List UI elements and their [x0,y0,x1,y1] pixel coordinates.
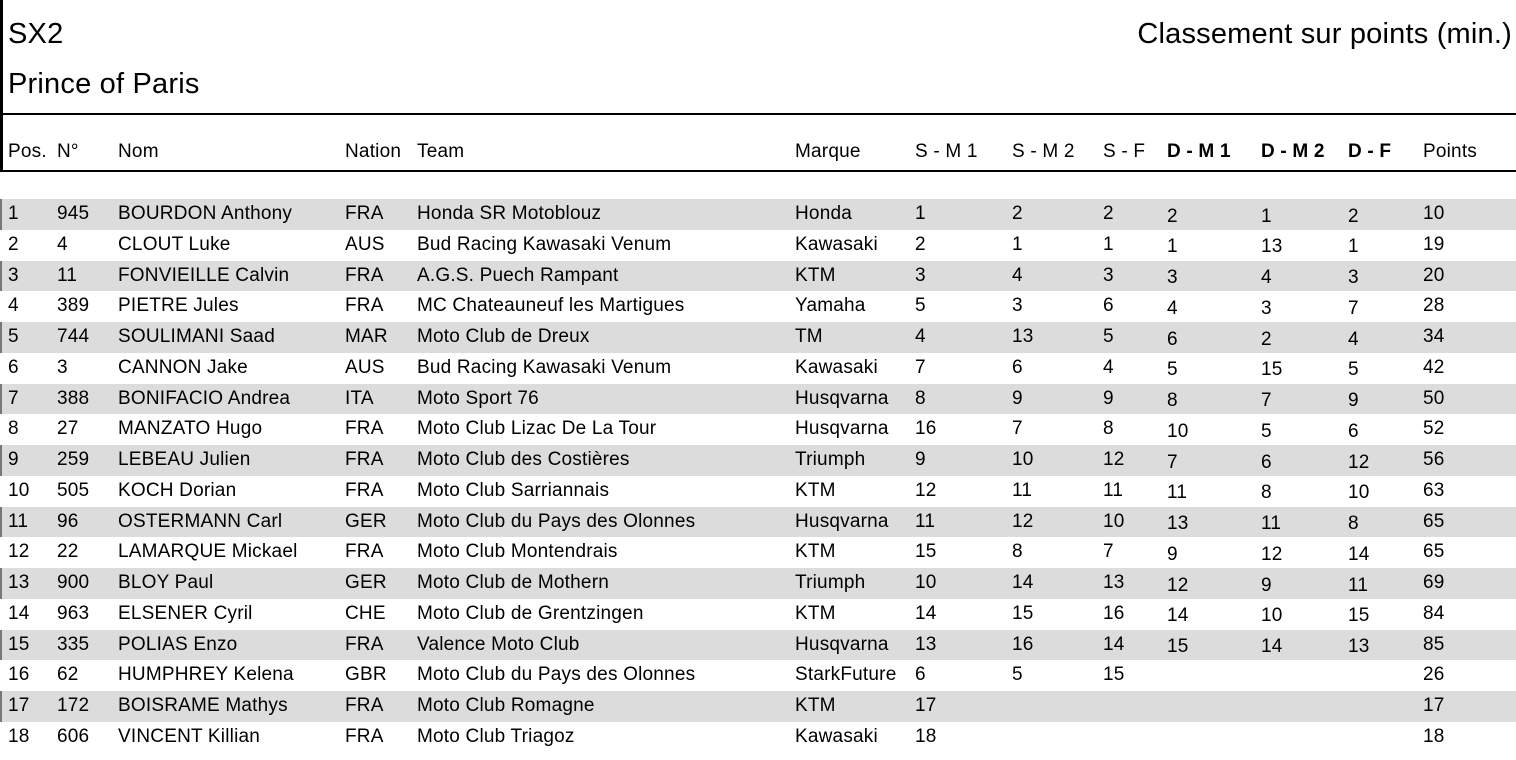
cell-name: BOISRAME Mathys [118,695,288,717]
cell-s_m1: 15 [915,541,937,563]
cell-marque: TM [795,326,823,348]
cell-d_m1: 13 [1167,513,1189,535]
cell-num: 11 [57,264,78,286]
cell-points: 26 [1423,664,1445,686]
cell-marque: KTM [795,264,836,286]
cell-num: 4 [57,233,68,255]
table-row [0,599,1516,630]
cell-s_m1: 13 [915,633,937,655]
table-row [0,353,1516,384]
cell-d_m1: 5 [1167,359,1178,381]
table-row [0,261,1516,292]
column-header-d_m1: D - M 1 [1167,141,1231,162]
cell-points: 18 [1423,726,1445,748]
cell-d_m2: 4 [1261,267,1272,289]
table-body [0,199,1516,753]
cell-d_m2: 13 [1261,236,1283,258]
cell-s_f: 9 [1103,387,1114,409]
cell-s_m2: 6 [1012,356,1023,378]
cell-marque: Kawasaki [795,726,878,748]
cell-s_m1: 1 [915,203,926,224]
column-header-d_m2: D - M 2 [1261,141,1325,162]
cell-d_m2: 2 [1261,328,1272,350]
cell-d_m1 [1167,725,1261,756]
cell-pos: 18 [8,726,30,748]
cell-pos: 12 [8,541,30,563]
ranking-title: Classement sur points (min.) [1137,18,1512,50]
cell-s_m2: 3 [1012,295,1023,317]
cell-s_f: 16 [1103,602,1125,624]
cell-points: 65 [1423,510,1445,532]
cell-d_m2 [1261,663,1348,694]
cell-d_m2: 7 [1261,390,1272,412]
column-header-team: Team [417,141,465,162]
cell-d_f: 12 [1348,451,1370,473]
cell-num: 963 [57,602,90,624]
cell-d_m1: 2 [1167,205,1178,227]
cell-team: Moto Club de Grentzingen [417,602,644,624]
cell-num: 62 [57,664,79,686]
cell-nation: FRA [345,695,384,717]
cell-d_f: 2 [1348,205,1359,227]
cell-nation: GER [345,510,387,532]
cell-nation: ITA [345,387,374,409]
cell-d_m2: 8 [1261,482,1272,504]
cell-pos: 11 [8,510,29,532]
cell-num: 505 [57,479,90,501]
cell-name: BOURDON Anthony [118,203,293,224]
cell-num: 388 [57,387,90,409]
cell-team: Moto Club Sarriannais [417,479,610,501]
column-header-name: Nom [118,141,159,162]
cell-name: BLOY Paul [118,572,214,594]
cell-d_f [1348,663,1423,694]
cell-d_m2: 3 [1261,297,1272,319]
cell-d_f: 15 [1348,605,1370,627]
cell-team: Honda SR Motoblouz [417,203,602,224]
table-row [0,476,1516,507]
cell-d_m2: 5 [1261,420,1272,442]
cell-d_m2: 12 [1261,543,1283,565]
column-header-num: N° [57,141,79,162]
cell-d_f: 4 [1348,328,1359,350]
cell-s_f: 15 [1103,664,1125,686]
cell-pos: 8 [8,418,19,440]
cell-num: 335 [57,633,90,655]
column-header-points: Points [1423,141,1478,162]
cell-s_m1: 16 [915,418,937,440]
cell-nation: MAR [345,326,388,348]
cell-marque: Husqvarna [795,387,889,409]
cell-nation: FRA [345,479,384,501]
cell-marque: KTM [795,541,836,563]
cell-pos: 10 [8,479,30,501]
cell-s_m1: 11 [915,510,936,532]
cell-marque: Triumph [795,449,866,471]
table-row [0,230,1516,261]
cell-points: 56 [1423,449,1445,471]
cell-s_m2: 12 [1012,510,1034,532]
table-row [0,691,1516,722]
cell-s_f: 7 [1103,541,1114,563]
column-header-d_f: D - F [1348,141,1392,162]
cell-points: 52 [1423,418,1445,440]
cell-d_m1: 14 [1167,605,1189,627]
cell-s_m2 [1012,691,1103,722]
cell-s_m1: 12 [915,479,937,501]
cell-s_m2: 10 [1012,449,1034,471]
cell-num: 744 [57,326,90,348]
cell-s_m2: 1 [1012,233,1023,255]
column-header-s_f: S - F [1103,141,1146,162]
cell-d_f: 7 [1348,297,1359,319]
cell-nation: FRA [345,449,384,471]
cell-s_m1: 3 [915,264,926,286]
table-row [0,630,1516,661]
cell-team: Moto Club Romagne [417,695,595,717]
cell-s_m1: 6 [915,664,926,686]
cell-d_m1: 6 [1167,328,1178,350]
cell-name: FONVIEILLE Calvin [118,264,290,286]
column-header-s_m2: S - M 2 [1012,141,1075,162]
cell-points: 63 [1423,479,1445,501]
cell-s_m1: 7 [915,356,926,378]
cell-team: MC Chateauneuf les Martigues [417,295,685,317]
cell-d_f: 3 [1348,267,1359,289]
cell-d_f: 11 [1348,574,1369,596]
cell-d_m2: 10 [1261,605,1283,627]
cell-num: 389 [57,295,90,317]
cell-points: 10 [1423,203,1445,224]
table-row [0,660,1516,691]
cell-s_m2 [1012,722,1103,753]
column-header-nation: Nation [345,141,402,162]
cell-s_f: 11 [1103,479,1124,501]
cell-name: HUMPHREY Kelena [118,664,294,686]
table-row [0,291,1516,322]
cell-s_m2: 14 [1012,572,1034,594]
cell-name: POLIAS Enzo [118,633,238,655]
cell-name: CANNON Jake [118,356,248,378]
cell-pos: 6 [8,356,19,378]
cell-d_m2: 9 [1261,574,1272,596]
cell-team: Bud Racing Kawasaki Venum [417,356,672,378]
cell-d_m2: 11 [1261,513,1282,535]
top-rule [0,113,1516,115]
cell-marque: Husqvarna [795,633,889,655]
table-row [0,568,1516,599]
cell-pos: 17 [8,695,30,717]
cell-points: 34 [1423,326,1445,348]
cell-d_m1: 1 [1167,236,1178,258]
cell-s_f: 13 [1103,572,1125,594]
cell-d_m1 [1167,663,1261,694]
cell-s_m1: 17 [915,695,937,717]
column-header-s_m1: S - M 1 [915,141,978,162]
cell-pos: 14 [8,602,30,624]
cell-team: Bud Racing Kawasaki Venum [417,233,672,255]
cell-points: 84 [1423,602,1445,624]
cell-marque: Husqvarna [795,418,889,440]
cell-pos: 5 [8,326,19,348]
cell-d_f: 9 [1348,390,1359,412]
cell-nation: GER [345,572,387,594]
cell-points: 50 [1423,387,1445,409]
cell-marque: KTM [795,602,836,624]
cell-points: 42 [1423,356,1445,378]
cell-s_m1: 5 [915,295,926,317]
cell-points: 20 [1423,264,1445,286]
cell-nation: FRA [345,418,384,440]
cell-num: 259 [57,449,90,471]
cell-name: LAMARQUE Mickael [118,541,298,563]
cell-team: Moto Club de Dreux [417,326,590,348]
cell-nation: AUS [345,233,385,255]
cell-name: BONIFACIO Andrea [118,387,291,409]
cell-marque: Honda [795,203,852,224]
cell-num: 606 [57,726,90,748]
cell-s_m1: 9 [915,449,926,471]
cell-name: KOCH Dorian [118,479,237,501]
cell-d_m1: 8 [1167,390,1178,412]
cell-s_m2: 7 [1012,418,1023,440]
cell-points: 28 [1423,295,1445,317]
class-label: SX2 [8,18,64,50]
cell-d_f: 14 [1348,543,1370,565]
cell-team: Valence Moto Club [417,633,580,655]
cell-pos: 4 [8,295,19,317]
table-row [0,384,1516,415]
cell-d_f [1348,725,1423,756]
cell-d_f: 6 [1348,420,1359,442]
cell-marque: StarkFuture [795,664,897,686]
column-header-pos: Pos. [8,141,47,162]
cell-team: Moto Club du Pays des Olonnes [417,664,696,686]
cell-num: 22 [57,541,79,563]
cell-d_f: 5 [1348,359,1359,381]
cell-s_f: 6 [1103,295,1114,317]
cell-d_m1: 3 [1167,267,1178,289]
cell-d_m2: 6 [1261,451,1272,473]
cell-name: SOULIMANI Saad [118,326,275,348]
column-header-marque: Marque [795,141,861,162]
cell-d_m1: 15 [1167,636,1189,658]
cell-pos: 7 [8,387,19,409]
cell-d_m2 [1261,725,1348,756]
header-bottom-rule [0,170,1516,172]
cell-d_m2: 14 [1261,636,1283,658]
cell-d_f: 10 [1348,482,1370,504]
cell-marque: Husqvarna [795,510,889,532]
cell-nation: FRA [345,541,384,563]
cell-d_m1: 4 [1167,297,1178,319]
cell-s_f [1103,691,1167,722]
cell-s_m1: 18 [915,726,937,748]
cell-d_f [1348,694,1423,725]
cell-s_m2: 2 [1012,203,1023,224]
cell-d_m1: 11 [1167,482,1188,504]
cell-marque: KTM [795,479,836,501]
cell-s_m2: 8 [1012,541,1023,563]
cell-name: VINCENT Killian [118,726,261,748]
cell-pos: 9 [8,449,19,471]
cell-s_m2: 15 [1012,602,1034,624]
cell-d_m2: 15 [1261,359,1283,381]
cell-s_m1: 8 [915,387,926,409]
cell-d_m1: 10 [1167,420,1189,442]
cell-s_f: 2 [1103,203,1114,224]
table-row [0,199,1516,230]
cell-s_m1: 4 [915,326,926,348]
cell-points: 65 [1423,541,1445,563]
cell-team: Moto Club du Pays des Olonnes [417,510,696,532]
cell-s_m2: 11 [1012,479,1033,501]
cell-num: 945 [57,203,90,224]
cell-team: Moto Club Triagoz [417,726,575,748]
cell-s_m2: 13 [1012,326,1034,348]
cell-pos: 2 [8,233,19,255]
cell-pos: 13 [8,572,30,594]
table-row [0,507,1516,538]
cell-name: PIETRE Jules [118,295,239,317]
cell-s_f: 12 [1103,449,1125,471]
cell-nation: GBR [345,664,387,686]
cell-name: CLOUT Luke [118,233,231,255]
cell-s_m2: 16 [1012,633,1034,655]
cell-pos: 16 [8,664,30,686]
cell-num: 172 [57,695,90,717]
cell-d_f: 1 [1348,236,1359,258]
cell-s_m2: 9 [1012,387,1023,409]
cell-s_f: 5 [1103,326,1114,348]
cell-nation: FRA [345,726,384,748]
cell-nation: FRA [345,203,384,224]
cell-s_f: 4 [1103,356,1114,378]
event-title: Prince of Paris [8,68,200,100]
cell-d_m1: 7 [1167,451,1178,473]
cell-pos: 3 [8,264,19,286]
cell-team: Moto Club des Costières [417,449,630,471]
cell-d_f: 13 [1348,636,1370,658]
cell-nation: FRA [345,633,384,655]
cell-d_m2: 1 [1261,205,1272,227]
cell-points: 85 [1423,633,1445,655]
cell-s_f: 14 [1103,633,1125,655]
cell-name: MANZATO Hugo [118,418,263,440]
cell-s_m2: 5 [1012,664,1023,686]
cell-s_m1: 2 [915,233,926,255]
cell-d_m1: 9 [1167,543,1178,565]
cell-points: 69 [1423,572,1445,594]
table-row [0,414,1516,445]
cell-team: Moto Sport 76 [417,387,539,409]
cell-team: A.G.S. Puech Rampant [417,264,619,286]
cell-d_f: 8 [1348,513,1359,535]
cell-s_f: 1 [1103,233,1114,255]
cell-points: 19 [1423,233,1445,255]
cell-s_f [1103,722,1167,753]
table-row [0,322,1516,353]
cell-name: OSTERMANN Carl [118,510,283,532]
cell-s_f: 8 [1103,418,1114,440]
cell-marque: Kawasaki [795,356,878,378]
cell-team: Moto Club Montendrais [417,541,618,563]
cell-d_m1 [1167,694,1261,725]
cell-nation: FRA [345,264,384,286]
table-row [0,537,1516,568]
cell-nation: CHE [345,602,386,624]
cell-s_m1: 10 [915,572,937,594]
cell-marque: Kawasaki [795,233,878,255]
cell-d_m2 [1261,694,1348,725]
cell-nation: AUS [345,356,385,378]
cell-num: 96 [57,510,79,532]
cell-team: Moto Club Lizac De La Tour [417,418,657,440]
cell-s_f: 10 [1103,510,1125,532]
cell-s_f: 3 [1103,264,1114,286]
cell-marque: KTM [795,695,836,717]
cell-pos: 15 [8,633,30,655]
cell-name: ELSENER Cyril [118,602,253,624]
cell-name: LEBEAU Julien [118,449,251,471]
table-header-row [0,134,1516,170]
cell-s_m2: 4 [1012,264,1023,286]
cell-num: 3 [57,356,68,378]
cell-marque: Yamaha [795,295,866,317]
table-row [0,445,1516,476]
cell-num: 27 [57,418,79,440]
cell-pos: 1 [8,203,19,224]
cell-d_m1: 12 [1167,574,1189,596]
table-row [0,722,1516,753]
cell-nation: FRA [345,295,384,317]
cell-team: Moto Club de Mothern [417,572,609,594]
cell-points: 17 [1423,695,1445,717]
cell-num: 900 [57,572,90,594]
cell-s_m1: 14 [915,602,937,624]
cell-marque: Triumph [795,572,866,594]
